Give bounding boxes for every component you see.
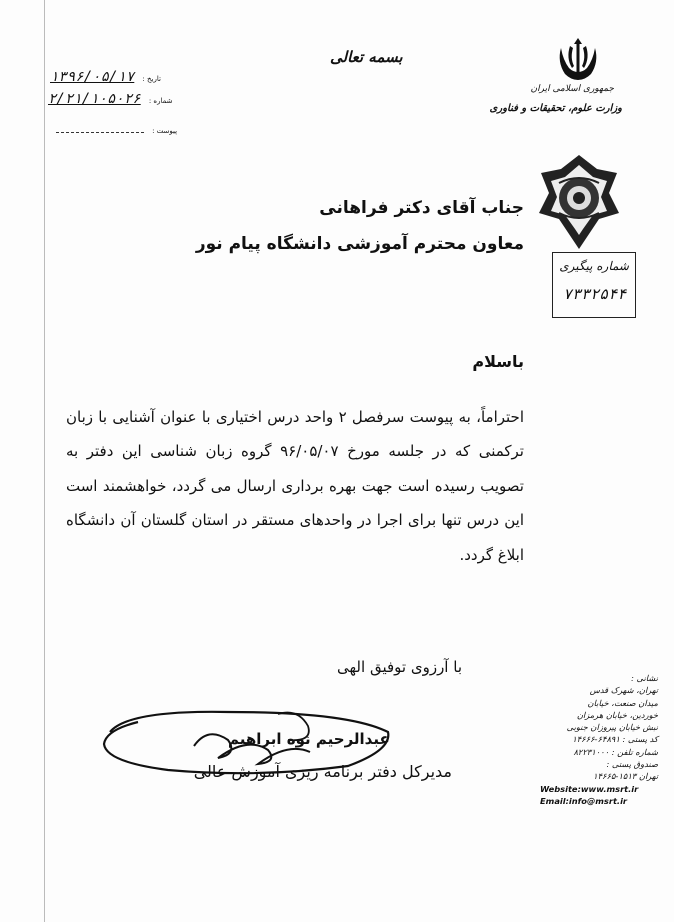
attachment-label: پیوست : [152,127,178,135]
po-box-label: صندوق پستی : [606,759,658,770]
date-row [50,66,161,85]
postal-code: کد پستی : ۶۴۸۹۱-۱۴۶۶۶ [572,734,658,745]
tracking-label: شماره پیگیری [559,259,629,273]
tracking-box [552,252,636,318]
date-label: تاریخ : [142,75,161,83]
iran-emblem-icon [553,38,603,84]
address-line: خوردین، خیابان هرمزان [576,709,658,720]
number-row [48,88,173,107]
ornament-icon [537,153,621,251]
letter-number-value: ۲/۲۱/۱۰۵۰۲۶ [48,91,141,107]
address-line: نبش خیابان پیروزان جنوبی [566,722,658,733]
greeting: باسلام [472,352,524,371]
po-box-value: تهران ۱۵۱۳-۱۴۶۶۵ [593,771,658,782]
attachment-row [56,118,177,137]
signatory-name: عبدالرحیم نوه ابراهیم [228,730,390,748]
addressee-name: جناب آقای دکتر فراهانی [319,198,524,218]
addressee-position: معاون محترم آموزشی دانشگاه پیام نور [195,234,524,254]
website-link[interactable]: Website:www.msrt.ir [540,783,639,794]
closing-text: با آرزوی توفیق الهی [337,658,462,676]
address-label: نشانی : [631,673,658,683]
letter-body-text: احتراماً، به پیوست سرفصل ۲ واحد درس اختیاری با عنوان آشنایی با زبان ترکمنی که در جلسه مورخ ۹۶/۰۵/۰۷ گروه زبان شناسی این دفتر به تصویب رسیده است جهت بهره برداری ارسال می گردد، خواهشمند است این درس تنها برای اجرا در واحدهای مستقر در استان گلستان آن دانشگاه ابلاغ گردد. [66,408,524,564]
page-edge-line [44,0,45,922]
ministry-country: جمهوری اسلامی ایران [530,84,614,94]
phone-number: شماره تلفن : ۸۲۲۳۱۰۰۰ [573,746,658,757]
letter-body [66,400,524,572]
ministry-address [540,672,658,807]
address-line: تهران، شهرک قدس [589,685,658,696]
besmeh-heading: بسمه تعالی [330,48,403,66]
address-line: میدان صنعت، خیابان [587,697,658,708]
email-link[interactable]: Email:info@msrt.ir [540,795,628,806]
tracking-number: ۷۳۳۲۵۴۴ [563,285,627,303]
letter-number-label: شماره : [148,97,173,105]
attachment-blank-line [56,126,144,133]
ministry-name: وزارت علوم، تحقیقات و فناوری [489,103,622,114]
date-value: ۱۳۹۶/۰۵/۱۷ [50,69,135,85]
signatory-title: مدیرکل دفتر برنامه ریزی آموزش عالی [193,762,452,781]
